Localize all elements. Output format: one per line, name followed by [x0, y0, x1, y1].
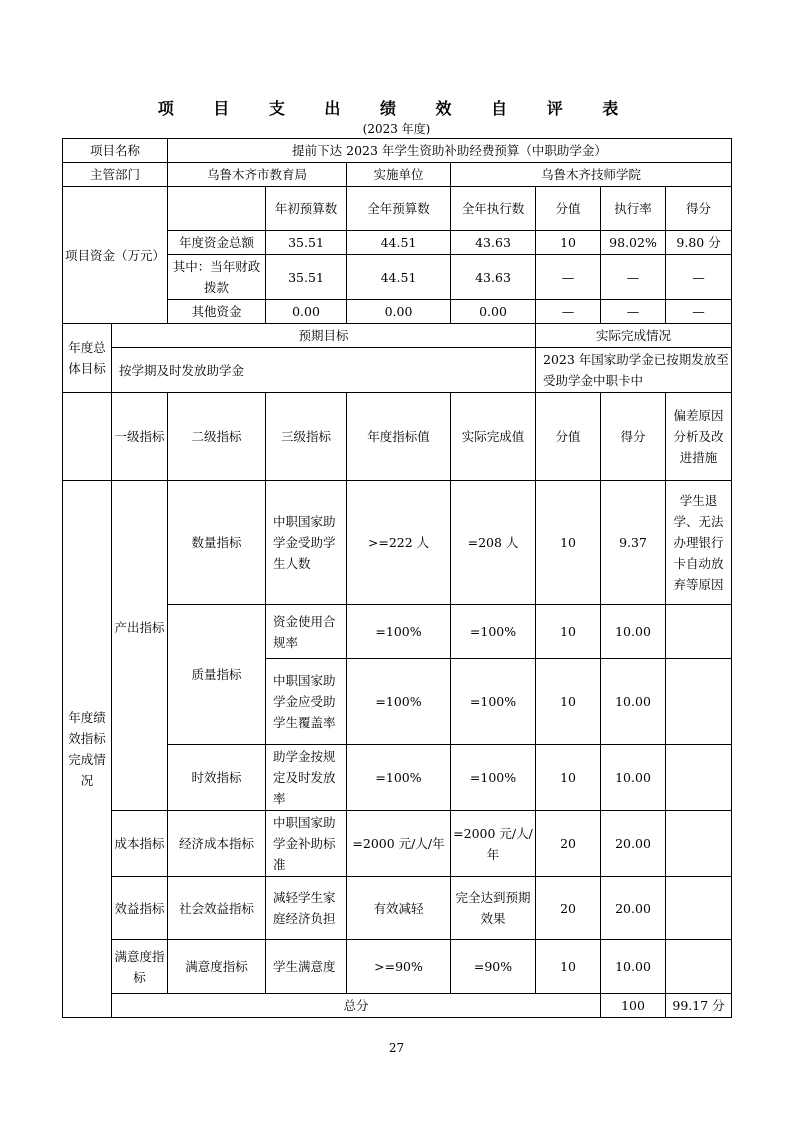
score: 10 — [536, 659, 601, 745]
score: 10 — [536, 745, 601, 811]
actual-value: =208 人 — [451, 481, 536, 605]
score: 20 — [536, 811, 601, 877]
funds-cell: 43.63 — [451, 231, 536, 255]
funds-header: 分值 — [536, 187, 601, 231]
year-subtitle: (2023 年度) — [362, 122, 431, 136]
funds-cell: 9.80 分 — [666, 231, 732, 255]
indicator-row — [63, 481, 732, 605]
funds-cell: — — [536, 300, 601, 324]
level2-quality: 质量指标 — [168, 605, 266, 745]
deviation-reason — [666, 605, 732, 659]
got-score: 9.37 — [601, 481, 666, 605]
level3: 减轻学生家庭经济负担 — [266, 877, 347, 940]
goals-label: 年度总体目标 — [63, 324, 112, 393]
level2-social: 社会效益指标 — [168, 877, 266, 940]
expected-goal: 按学期及时发放助学金 — [112, 348, 536, 393]
dept-label: 主管部门 — [63, 163, 168, 187]
level3: 助学金按规定及时发放率 — [266, 745, 347, 811]
funds-cell: — — [666, 300, 732, 324]
level1-output: 产出指标 — [112, 481, 168, 811]
score: 20 — [536, 877, 601, 940]
project-name-value: 提前下达 2023 年学生资助补助经费预算（中职助学金） — [168, 139, 732, 163]
indicator-header: 分值 — [536, 393, 601, 481]
funds-cell: — — [536, 255, 601, 300]
funds-label: 项目资金（万元） — [63, 187, 168, 324]
performance-table — [62, 138, 732, 1018]
funds-cell: 0.00 — [347, 300, 451, 324]
indicator-row — [63, 940, 732, 994]
expected-goal-label: 预期目标 — [112, 324, 536, 348]
funds-cell: 10 — [536, 231, 601, 255]
funds-cell: 0.00 — [451, 300, 536, 324]
funds-cell: 35.51 — [266, 231, 347, 255]
actual-value: 完全达到预期效果 — [451, 877, 536, 940]
target-value: =100% — [347, 659, 451, 745]
indicator-header: 一级指标 — [112, 393, 168, 481]
funds-cell: 43.63 — [451, 255, 536, 300]
target-value: =100% — [347, 745, 451, 811]
got-score: 20.00 — [601, 811, 666, 877]
page-title: 项 目 支 出 绩 效 自 评 表 — [157, 99, 636, 118]
got-score: 10.00 — [601, 940, 666, 994]
level2-satisfaction: 满意度指标 — [168, 940, 266, 994]
page-number: 27 — [388, 1041, 405, 1055]
department-row — [63, 163, 732, 187]
actual-value: =2000 元/人/年 — [451, 811, 536, 877]
got-score: 10.00 — [601, 659, 666, 745]
level1-cost: 成本指标 — [112, 811, 168, 877]
funds-header: 得分 — [666, 187, 732, 231]
deviation-reason — [666, 940, 732, 994]
target-value: >=222 人 — [347, 481, 451, 605]
goals-row — [63, 348, 732, 393]
deviation-reason — [666, 659, 732, 745]
total-row — [63, 994, 732, 1018]
total-score: 100 — [601, 994, 666, 1018]
goals-header-row — [63, 324, 732, 348]
funds-header: 年初预算数 — [266, 187, 347, 231]
actual-value: =100% — [451, 745, 536, 811]
funds-cell: — — [666, 255, 732, 300]
funds-cell: 44.51 — [347, 231, 451, 255]
actual-value: =90% — [451, 940, 536, 994]
target-value: 有效减轻 — [347, 877, 451, 940]
actual-goal: 2023 年国家助学金已按期发放至受助学金中职卡中 — [536, 348, 732, 393]
indicator-header: 三级指标 — [266, 393, 347, 481]
indicator-header: 得分 — [601, 393, 666, 481]
got-score: 10.00 — [601, 745, 666, 811]
total-label: 总分 — [112, 994, 601, 1018]
funds-row-name: 其他资金 — [168, 300, 266, 324]
funds-cell: 35.51 — [266, 255, 347, 300]
got-score: 20.00 — [601, 877, 666, 940]
funds-header: 执行率 — [601, 187, 666, 231]
dept-value: 乌鲁木齐市教育局 — [168, 163, 347, 187]
funds-row-name: 年度资金总额 — [168, 231, 266, 255]
indicator-header-row — [63, 393, 732, 481]
level3: 资金使用合规率 — [266, 605, 347, 659]
actual-goal-label: 实际完成情况 — [536, 324, 732, 348]
funds-cell: — — [601, 255, 666, 300]
indicator-row — [63, 811, 732, 877]
total-got: 99.17 分 — [666, 994, 732, 1018]
target-value: >=90% — [347, 940, 451, 994]
indicator-header: 偏差原因分析及改进措施 — [666, 393, 732, 481]
level2-timeliness: 时效指标 — [168, 745, 266, 811]
indicator-row — [63, 877, 732, 940]
target-value: =100% — [347, 605, 451, 659]
indicator-header: 实际完成值 — [451, 393, 536, 481]
deviation-reason — [666, 877, 732, 940]
level3: 中职国家助学金受助学生人数 — [266, 481, 347, 605]
actual-value: =100% — [451, 659, 536, 745]
project-name-row — [63, 139, 732, 163]
got-score: 10.00 — [601, 605, 666, 659]
level1-satisfaction: 满意度指标 — [112, 940, 168, 994]
funds-header-row — [63, 187, 732, 231]
funds-header: 全年执行数 — [451, 187, 536, 231]
funds-header: 全年预算数 — [347, 187, 451, 231]
funds-cell: 44.51 — [347, 255, 451, 300]
level3: 中职国家助学金应受助学生覆盖率 — [266, 659, 347, 745]
actual-value: =100% — [451, 605, 536, 659]
funds-cell: 98.02% — [601, 231, 666, 255]
score: 10 — [536, 605, 601, 659]
deviation-reason — [666, 811, 732, 877]
indicator-header-blank — [63, 393, 112, 481]
deviation-reason — [666, 745, 732, 811]
level2-quantity: 数量指标 — [168, 481, 266, 605]
deviation-reason: 学生退学、无法办理银行卡自动放弃等原因 — [666, 481, 732, 605]
unit-label: 实施单位 — [347, 163, 451, 187]
target-value: =2000 元/人/年 — [347, 811, 451, 877]
score: 10 — [536, 940, 601, 994]
indicators-section-label: 年度绩效指标完成情况 — [63, 481, 112, 1018]
level1-benefit: 效益指标 — [112, 877, 168, 940]
indicator-header: 二级指标 — [168, 393, 266, 481]
level2-economic: 经济成本指标 — [168, 811, 266, 877]
unit-value: 乌鲁木齐技师学院 — [451, 163, 732, 187]
level3: 中职国家助学金补助标准 — [266, 811, 347, 877]
indicator-header: 年度指标值 — [347, 393, 451, 481]
funds-cell: 0.00 — [266, 300, 347, 324]
score: 10 — [536, 481, 601, 605]
level3: 学生满意度 — [266, 940, 347, 994]
project-name-label: 项目名称 — [63, 139, 168, 163]
funds-cell: — — [601, 300, 666, 324]
funds-corner — [168, 187, 266, 231]
funds-row-name: 其中：当年财政拨款 — [168, 255, 266, 300]
